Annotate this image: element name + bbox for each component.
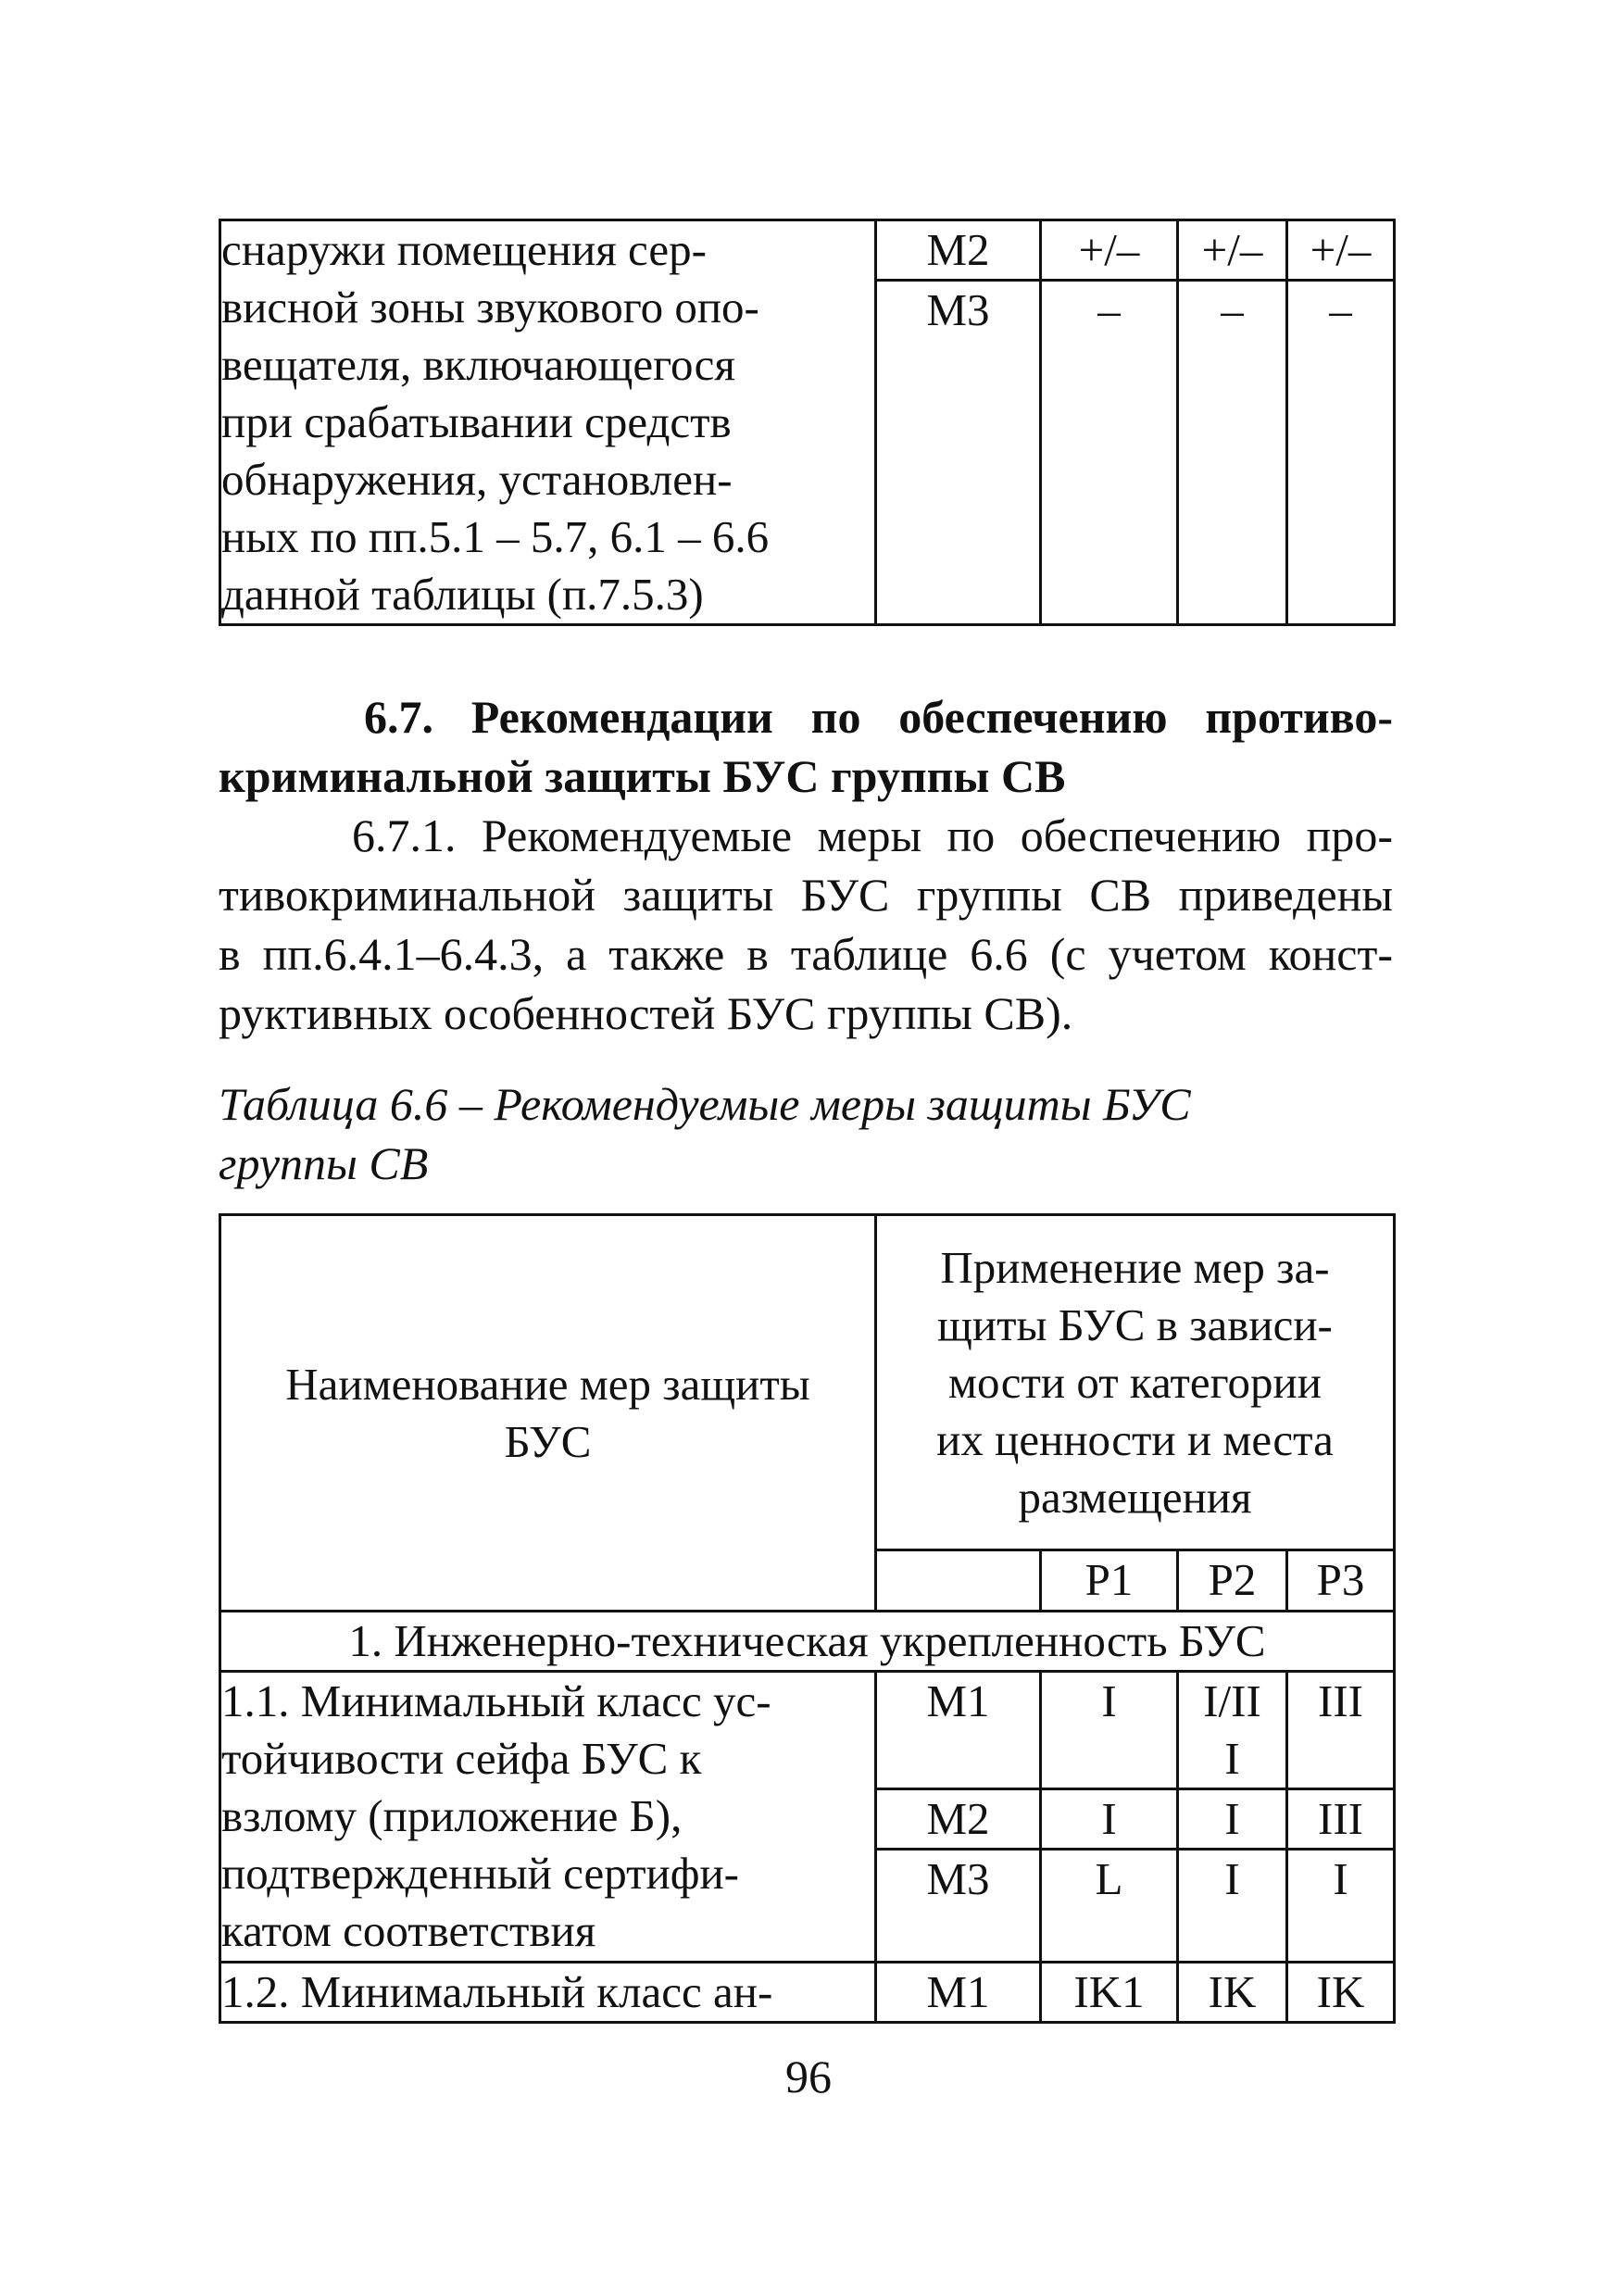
table-cell-p1: IK1 [1041, 1963, 1178, 2023]
section-heading-line: 6.7. Рекомендации по обеспечению противо- [364, 691, 1393, 743]
header-col-p1: Р1 [1041, 1550, 1178, 1612]
table-cell-p1: +/– [1041, 220, 1178, 281]
item-1-1-description: 1.1. Минимальный класс ус- тойчивости сейфа БУС к взлому (приложение Б), подтвержденный сертифи- катом соответствия [220, 1672, 876, 1963]
table-cell-p1: I [1041, 1672, 1178, 1789]
header-col-p2: Р2 [1178, 1550, 1287, 1612]
table-cell-p1: – [1041, 281, 1178, 625]
paragraph-line: 6.7.1. Рекомендуемые меры по обеспечению про- [352, 809, 1393, 861]
table-cell-p2: I [1178, 1789, 1287, 1850]
table-cell-p2: I/II I [1178, 1672, 1287, 1789]
table-cell-mode: М2 [876, 1789, 1041, 1850]
table-cell-p2: IK [1178, 1963, 1287, 2023]
paragraph-line: в пп.6.4.1–6.4.3, а также в таблице 6.6 (с учетом конст- [219, 928, 1393, 980]
header-measure-name: Наименование мер защиты БУС [220, 1215, 876, 1612]
top-table-description: снаружи помещения сер- висной зоны звукового опо- вещателя, включающегося при срабатывании средств обнаружения, установлен- ных по пп.5.1 – 5.7, 6.1 – 6.6 данной таблицы (п.7.5.3) [220, 220, 876, 625]
table-cell-mode: М3 [876, 281, 1041, 625]
table-cell-p1: L [1041, 1850, 1178, 1963]
paragraph-line: руктивных особенностей БУС группы СВ). [219, 987, 1073, 1039]
table-cell-mode: М3 [876, 1850, 1041, 1963]
table-cell-p3: +/– [1287, 220, 1395, 281]
table-cell-p2: +/– [1178, 220, 1287, 281]
table-cell-mode: М1 [876, 1963, 1041, 2023]
section-heading-line: криминальной защиты БУС группы СВ [219, 750, 1066, 802]
table-cell-p3: III [1287, 1789, 1395, 1850]
table-cell-p3: I [1287, 1850, 1395, 1963]
table-cell-p3: – [1287, 281, 1395, 625]
item-1-2-description: 1.2. Минимальный класс ан- [220, 1963, 876, 2023]
table-section-title: 1. Инженерно-техническая укрепленность БУС [220, 1612, 1395, 1672]
caption-line: Таблица 6.6 – Рекомендуемые меры защиты БУС [219, 1078, 1191, 1130]
table-cell-mode: М1 [876, 1672, 1041, 1789]
header-col-p3: Р3 [1287, 1550, 1395, 1612]
page-number: 96 [785, 2051, 832, 2102]
section-heading [219, 687, 1393, 806]
top-table [219, 219, 1396, 626]
paragraph-line: тивокриминальной защиты БУС группы СВ приведены [219, 869, 1393, 921]
table-cell-p3: IK [1287, 1963, 1395, 2023]
header-empty-cell [876, 1550, 1041, 1612]
table-cell-mode: М2 [876, 220, 1041, 281]
caption-line: группы СВ [219, 1137, 429, 1189]
main-table [219, 1213, 1396, 2024]
table-cell-p1: I [1041, 1789, 1178, 1850]
table-cell-p3: III [1287, 1672, 1395, 1789]
section-paragraph [219, 806, 1393, 1043]
table-cell-p2: – [1178, 281, 1287, 625]
table-caption [219, 1074, 1393, 1193]
table-cell-p2: I [1178, 1850, 1287, 1963]
header-application: Применение мер за- щиты БУС в зависи- мости от категории их ценности и места размещения [876, 1215, 1395, 1550]
